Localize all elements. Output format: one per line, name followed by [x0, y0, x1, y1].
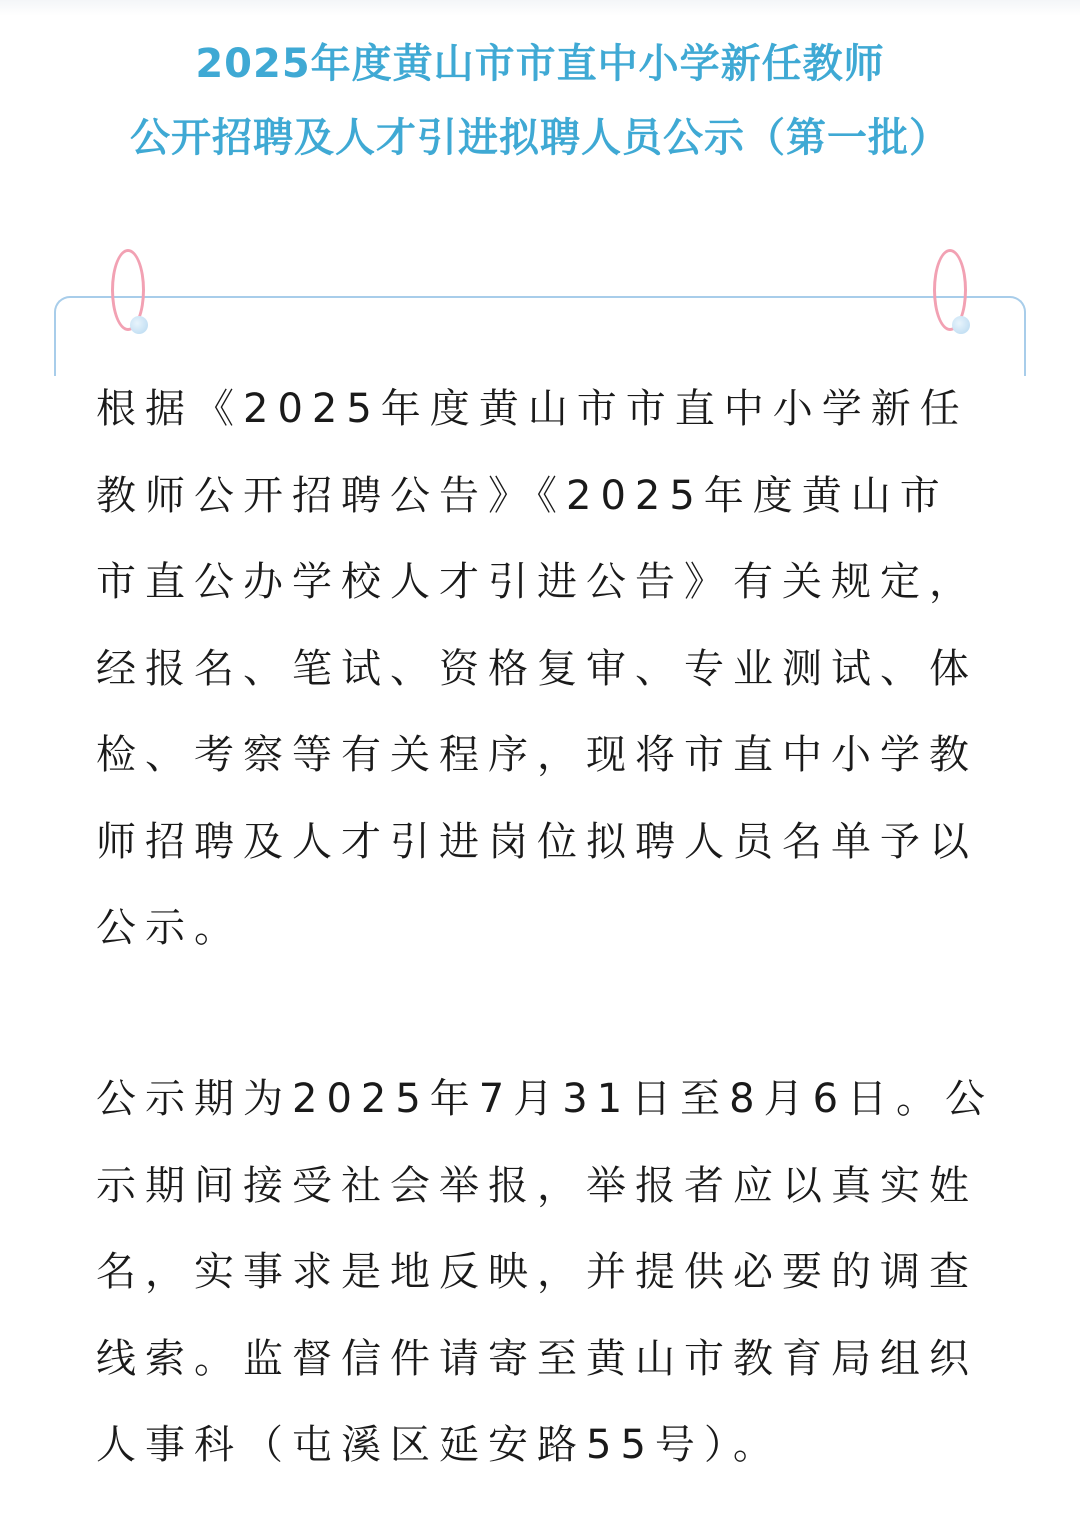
paragraph-line: 名，实事求是地反映，并提供必要的调查	[96, 1249, 978, 1295]
page-title-line-1: 2025年度黄山市市直中小学新任教师	[195, 41, 885, 87]
paragraph-line: 公示。	[96, 905, 243, 951]
paragraph-line: 检、考察等有关程序，现将市直中小学教	[96, 732, 978, 778]
paragraph-line: 示期间接受社会举报，举报者应以真实姓	[96, 1162, 978, 1209]
paragraph-line: 经报名、笔试、资格复审、专业测试、体	[96, 645, 978, 692]
paragraph-line: 根据《2025年度黄山市市直中小学新任	[96, 386, 969, 432]
binder-hole-right-icon	[952, 316, 970, 334]
paragraph-line: 市直公办学校人才引进公告》有关规定，	[96, 559, 978, 605]
notice-paragraph-2	[96, 1056, 995, 1489]
paragraph-line: 教师公开招聘公告》《2025年度黄山市	[96, 472, 949, 519]
paragraph-line: 线索。监督信件请寄至黄山市教育局组织	[96, 1335, 978, 1382]
top-band	[0, 0, 1080, 16]
paragraph-line: 公示期为2025年7月31日至8月6日。公	[96, 1076, 995, 1122]
paragraph-line: 师招聘及人才引进岗位拟聘人员名单予以	[96, 818, 978, 865]
notice-paragraph-1	[96, 366, 984, 972]
page-title-line-2: 公开招聘及人才引进拟聘人员公示（第一批）	[130, 115, 950, 161]
paragraph-line: 人事科（屯溪区延安路55号）。	[96, 1422, 782, 1468]
binder-hole-left-icon	[130, 316, 148, 334]
notice-frame	[54, 296, 1026, 376]
